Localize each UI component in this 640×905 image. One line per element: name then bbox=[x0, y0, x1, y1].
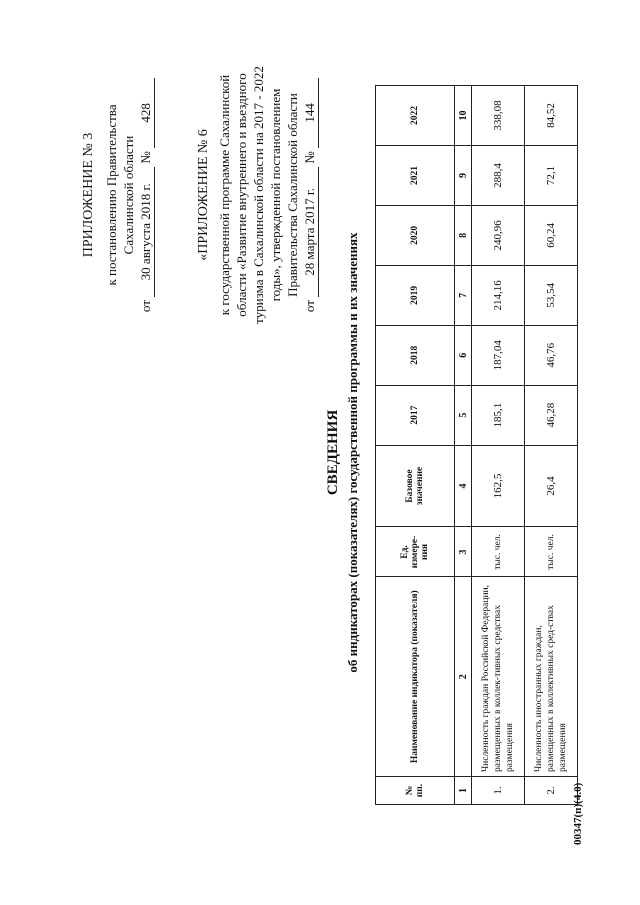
value-cell-2022: 84,52 bbox=[525, 86, 578, 146]
table-row bbox=[472, 86, 525, 805]
appendix-6-line-4: годы», утвержденной постановлением bbox=[268, 88, 283, 302]
base-value-cell: 26,4 bbox=[525, 445, 578, 527]
appendix-3-date-line bbox=[137, 45, 155, 345]
column-number-cell: 1 bbox=[455, 777, 472, 805]
header-cell: 2020 bbox=[376, 205, 455, 265]
column-number-cell: 7 bbox=[455, 265, 472, 325]
column-number-cell: 6 bbox=[455, 325, 472, 385]
header-cell: Наименование индикатора (показателя) bbox=[376, 577, 455, 777]
value-cell-2021: 288,4 bbox=[472, 146, 525, 206]
document-code: 00347(п)(4.0) bbox=[572, 782, 584, 845]
appendix-3-title: ПРИЛОЖЕНИЕ № 3 bbox=[81, 132, 96, 258]
row-number-cell: 1. bbox=[472, 777, 525, 805]
header-cell: 2017 bbox=[376, 385, 455, 445]
document-title: СВЕДЕНИЯ bbox=[325, 409, 341, 496]
header-cell: 2021 bbox=[376, 146, 455, 206]
row-number-cell: 2. bbox=[525, 777, 578, 805]
appendix-6-block bbox=[195, 25, 319, 365]
appendix-3-date: 30 августа 2018 г. bbox=[137, 167, 155, 297]
value-cell-2018: 187,04 bbox=[472, 325, 525, 385]
header-cell: Базовое значение bbox=[376, 445, 455, 527]
base-value-cell: 162,5 bbox=[472, 445, 525, 527]
appendix-6-from-label: от bbox=[302, 300, 317, 313]
appendix-6-number-label: № bbox=[302, 151, 317, 164]
appendix-3-number-label: № bbox=[138, 151, 153, 164]
unit-cell: тыс. чел. bbox=[525, 527, 578, 577]
appendix-3-block bbox=[80, 45, 155, 345]
appendix-3-line-1: к постановлению Правительства bbox=[104, 104, 119, 286]
value-cell-2019: 214,16 bbox=[472, 265, 525, 325]
table-row bbox=[525, 86, 578, 805]
indicators-table bbox=[375, 85, 578, 805]
column-number-cell: 10 bbox=[455, 86, 472, 146]
value-cell-2018: 46,76 bbox=[525, 325, 578, 385]
appendix-6-date: 28 марта 2017 г. bbox=[301, 167, 319, 297]
value-cell-2019: 53,54 bbox=[525, 265, 578, 325]
value-cell-2021: 72,1 bbox=[525, 146, 578, 206]
appendix-3-line-2: Сахалинской области bbox=[121, 135, 136, 255]
column-number-cell: 9 bbox=[455, 146, 472, 206]
header-cell: 2018 bbox=[376, 325, 455, 385]
appendix-6-line-1: к государственной программе Сахалинской bbox=[217, 74, 232, 316]
value-cell-2017: 185,1 bbox=[472, 385, 525, 445]
table-header-row bbox=[376, 86, 455, 805]
indicator-name-cell: Численность граждан Российской Федерации, размещенных в коллек-тивных средствах размещения bbox=[472, 577, 525, 777]
appendix-6-number: 144 bbox=[301, 78, 319, 148]
appendix-6-date-line bbox=[301, 25, 319, 365]
table-column-number-row bbox=[455, 86, 472, 805]
appendix-6-line-3: туризма в Сахалинской области на 2017 - 2022 bbox=[251, 66, 266, 324]
header-cell: № пп. bbox=[376, 777, 455, 805]
indicator-name-cell: Численность иностранных граждан, размещенных в коллективных сред-ствах размещения bbox=[525, 577, 578, 777]
appendix-6-line-2: области «Развитие внутреннего и въездного bbox=[234, 73, 249, 317]
value-cell-2017: 46,28 bbox=[525, 385, 578, 445]
appendix-3-from-label: от bbox=[138, 300, 153, 313]
value-cell-2020: 60,24 bbox=[525, 205, 578, 265]
column-number-cell: 3 bbox=[455, 527, 472, 577]
column-number-cell: 4 bbox=[455, 445, 472, 527]
header-cell: 2019 bbox=[376, 265, 455, 325]
value-cell-2022: 338,08 bbox=[472, 86, 525, 146]
header-cell: Ед. измере-ния bbox=[376, 527, 455, 577]
document-subtitle: об индикаторах (показателях) государственной программы и их значениях bbox=[345, 232, 360, 673]
header-cell: 2022 bbox=[376, 86, 455, 146]
column-number-cell: 2 bbox=[455, 577, 472, 777]
appendix-6-line-5: Правительства Сахалинской области bbox=[285, 93, 300, 297]
appendix-3-number: 428 bbox=[137, 78, 155, 148]
appendix-6-title: «ПРИЛОЖЕНИЕ № 6 bbox=[196, 129, 211, 261]
value-cell-2020: 240,96 bbox=[472, 205, 525, 265]
unit-cell: тыс. чел. bbox=[472, 527, 525, 577]
column-number-cell: 5 bbox=[455, 385, 472, 445]
column-number-cell: 8 bbox=[455, 205, 472, 265]
